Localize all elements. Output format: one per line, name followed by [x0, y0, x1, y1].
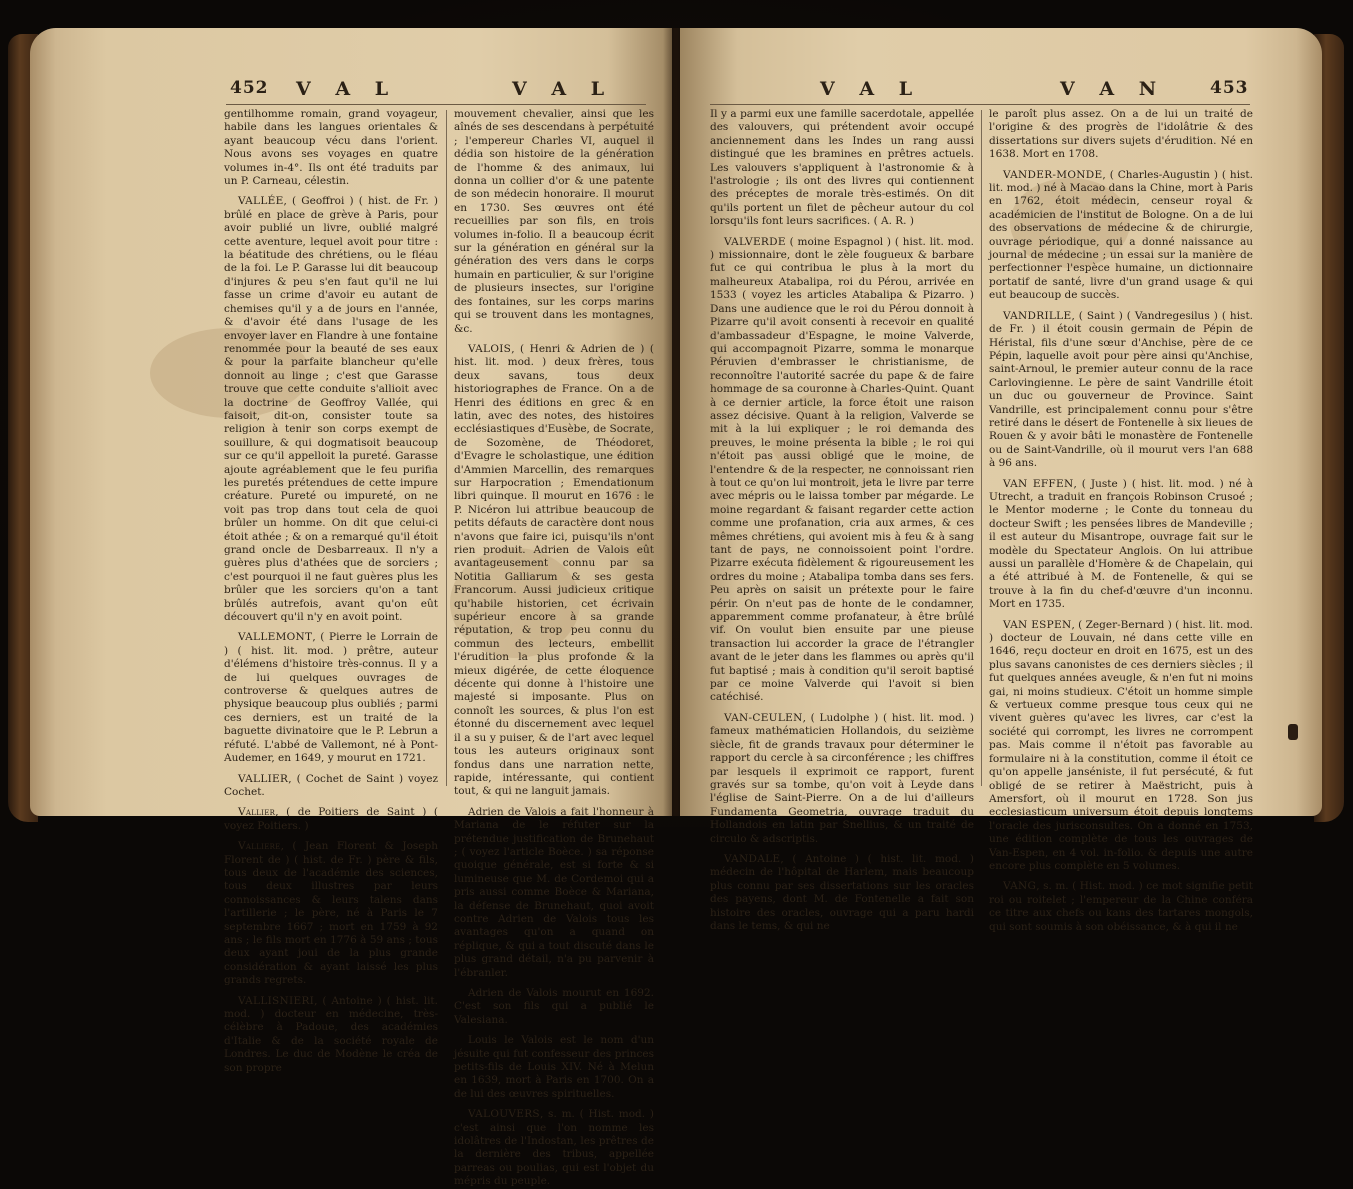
entry-headword: VALVERDE	[724, 235, 786, 248]
text-column-left	[710, 108, 974, 932]
dictionary-entry	[454, 806, 654, 980]
entry-headword: Vallier	[238, 806, 276, 819]
entry-headword: VALOUVERS	[468, 1108, 540, 1121]
header-rule	[710, 104, 1250, 105]
entry-text: , ( Saint ) ( Vandregesilus ) ( hist. de Fr. ) il étoit cousin germain de Pépin de Héristal, fils d'une sœur d'Anchise, père de ce Pépin, laquelle avoit pour père ainsi qu'Anchise, saint-Arnoul, le premier auteur connu de la race Carlovingienne. Le père de saint Vandrille étoit un duc ou gouverneur de Province. Saint Vandrille, est principalement connu pour s'être retiré dans le désert de Fontenelle à six lieues de Rouen & y avoir bâti le monastère de Fontenelle ou de Saint-Vandrille, où il mourut vers l'an 688 à 96 ans.	[989, 309, 1253, 470]
dictionary-entry	[710, 236, 974, 705]
running-head: V A L	[820, 78, 922, 100]
running-head: V A L	[296, 78, 398, 100]
header-rule	[226, 104, 646, 105]
dictionary-entry	[454, 343, 654, 799]
dictionary-entry	[224, 995, 438, 1075]
left-page-header	[30, 78, 672, 106]
entry-text: , s. m. ( Hist. mod. ) c'est ainsi que l'on nomme les idolâtres de l'Indostan, les prêtres de la dernière des tribus, appellée parreas ou poulias, qui est l'objet du mépris du peuple.	[454, 1108, 654, 1188]
running-head: V A N	[1060, 78, 1166, 100]
entry-text: , ( de Poitiers de Saint ) ( voyez Poitiers. )	[224, 806, 438, 832]
entry-text: le paroît plus assez. On a de lui un traité de l'origine & des progrès de l'idolâtrie & des dissertations sur divers sujets d'érudition. Né en 1638. Mort en 1708.	[989, 108, 1253, 161]
entry-headword: VALLEMONT	[238, 631, 313, 644]
dictionary-entry	[454, 108, 654, 336]
dictionary-entry	[710, 712, 974, 846]
thumb-index-tab	[1288, 724, 1298, 740]
dictionary-entry	[224, 631, 438, 765]
column-divider	[981, 110, 982, 786]
text-column-right	[454, 108, 654, 1188]
entry-headword: VALOIS	[468, 342, 512, 355]
right-page-header	[680, 78, 1322, 106]
entry-headword: VAN ESPEN	[1003, 618, 1072, 631]
dictionary-entry	[454, 987, 654, 1027]
dictionary-entry	[710, 853, 974, 933]
dictionary-entry	[989, 169, 1253, 303]
entry-text: , ( Henri & Adrien de ) ( hist. lit. mod. ) deux frères, tous deux savans, tous deux historiographes de France. On a de Henri des éditions en grec & en latin, avec des notes, des histoires ecclésiastiques d'Eusèbe, de Socrate, de Sozomène, de Théodoret, d'Evagre le scholastique, une édition d'Ammien Marcellin, des remarques sur Harpocration ; Emendationum libri quinque. Il mourut en 1676 : le P. Nicéron lui attribue beaucoup de petits défauts de caractère dont nous n'avons que faire ici, puisqu'ils n'ont rien produit. Adrien de Valois eût avantageusement connu par sa Notitia Galliarum & ses gesta Francorum. Aussi judicieux critique qu'habile historien, cet écrivain supérieur encore à sa grande réputation, & trop peu connu du commun des lecteurs, embellit l'érudition la plus profonde & la mieux digérée, de cette éloquence décente qui donne à l'histoire une majesté si imposante. Plus on connoît les sources, & plus l'on est étonné du discernement avec lequel il a su y puiser, & de l'art avec lequel tous les auteurs originaux sont fondus dans une narration nette, rapide, intéressante, qui contient tout, & qui ne languit jamais.	[454, 342, 654, 798]
dictionary-entry	[454, 1108, 654, 1188]
entry-headword: VANG	[1003, 880, 1037, 893]
entry-text: , ( Cochet de Saint ) voyez Cochet.	[224, 772, 438, 798]
entry-text: Adrien de Valois mourut en 1692. C'est son fils qui a publié le Valesiana.	[454, 987, 654, 1026]
entry-text: , s. m. ( Hist. mod. ) ce mot signifie petit roi ou roitelet ; l'empereur de la Chine conféra ce titre aux chefs ou kans des tartares mongols, qui sont soumis à son obéissance, & à qui il ne	[989, 880, 1253, 933]
right-page	[680, 28, 1322, 933]
entry-headword: VALLÉE	[238, 195, 284, 208]
dictionary-entry	[224, 195, 438, 624]
entry-text: mouvement chevalier, ainsi que les aînés de ses descendans à perpétuité ; l'empereur Charles VI, auquel il dédia son histoire de la génération de l'homme & des animaux, lui donna un collier d'or & une patente de son médecin honoraire. Il mourut en 1730. Ses œuvres ont été recueillies par son fils, en trois volumes in-folio. Il a beaucoup écrit sur la génération en général sur la génération des vers dans le corps humain en particulier, & sur l'origine de plusieurs insectes, sur l'origine des fontaines, sur les corps marins qui se trouvent dans les montagnes, &c.	[454, 108, 654, 335]
page-number: 452	[230, 78, 269, 98]
entry-text: ( moine Espagnol ) ( hist. lit. mod. ) missionnaire, dont le zèle fougueux & barbare fut ce qui contribua le plus à la mort du malheureux Atabalipa, roi du Pérou, arrivée en 1533 ( voyez les articles Atabalipa & Pizarro. ) Dans une audience que le roi du Pérou donnoit à Pizarre qu'il avoit consenti à recevoir en qualité d'ambassadeur d'Espagne, le moine Valverde, qui accompagnoit Pizarre, somma le monarque Péruvien d'embrasser le christianisme, de reconnoître l'autorité sacrée du pape & de faire hommage de sa couronne à Charles-Quint. Quant à ce dernier article, la force étoit une raison assez décisive. Quant à la religion, Valverde se mit à la lui expliquer ; le roi demanda des preuves, le moine présenta la bible ; le roi qui n'étoit pas aussi obligé que le moine, de l'entendre & de la respecter, ne connoissant rien à tout ce qu'on lui montroit, jeta le livre par terre avec mépris ou le laissa tomber par mégarde. Le moine regardant & faisant regarder cette action comme une profanation, cria aux armes, & ces mêmes chrétiens, qui avoient mis à feu & à sang tant de pays, ne connoissoient point l'ordre. Pizarre exécuta fidèlement & rigoureusement les ordres du moine ; Atabalipa tomba dans ses fers. Peu après on saisit un prétexte pour le faire périr. On n'eut pas de honte de le condamner, apparemment comme profanateur, à être brûlé vif. On voulut bien ensuite par une pieuse transaction lui accorder la grace de l'étrangler avant de le jeter dans les flammes ou après qu'il fut baptisé ; mais à condition qu'il seroit baptisé par ce moine Valverde qui l'avoit si bien catéchisé.	[710, 235, 974, 704]
left-page	[30, 28, 672, 1188]
dictionary-entry	[224, 773, 438, 800]
entry-text: gentilhomme romain, grand voyageur, habile dans les langues orientales & ayant beaucoup vécu dans l'orient. Nous avons ses voyages en quatre volumes in-4°. Ils ont été traduits par un P. Carneau, célestin.	[224, 108, 438, 188]
dictionary-entry	[989, 619, 1253, 874]
entry-headword: VANDALE	[724, 852, 781, 865]
entry-headword: VAN EFFEN	[1003, 477, 1074, 490]
entry-text: , ( Pierre le Lorrain de ) ( hist. lit. mod. ) prêtre, auteur d'élémens d'histoire très-connus. Il y a de lui quelques ouvrages de controverse & quelques autres de physique beaucoup plus oubliés ; parmi ces derniers, est un traité de la baguette divinatoire que le P. Lebrun a réfuté. L'abbé de Vallemont, né à Pont-Audemer, en 1649, y mourut en 1721.	[224, 631, 438, 765]
entry-text: , ( Zeger-Bernard ) ( hist. lit. mod. ) docteur de Louvain, né dans cette ville en 1646, reçu docteur en droit en 1675, est un des plus savans canonistes de ces derniers siècles ; il fut quelques années aveugle, & n'en fut ni moins gai, ni moins studieux. C'étoit un homme simple & vertueux comme presque tous ceux qui ne vivent guères qu'avec les livres, car c'est la société qui corrompt, les livres ne corrompent pas. Mais comme il n'étoit pas favorable au formulaire ni à la constitution, comme il étoit ce qu'on appelle janséniste, il fut persécuté, & fut obligé de se retirer à Maëstricht, puis à Amersfort, où il mourut en 1728. Son jus ecclesiasticum universum étoit depuis longtems l'oracle des jurisconsultes. On a donné en 1753, une édition complète de tous les ouvrages de Van-Espen, en 4 vol. in-folio. & depuis une autre encore plus complète en 5 volumes.	[989, 618, 1253, 872]
dictionary-entry	[224, 108, 438, 188]
text-column-right	[989, 108, 1253, 933]
entry-headword: Valliere	[238, 840, 281, 853]
entry-text: , ( Juste ) ( hist. lit. mod. ) né à Utrecht, a traduit en françois Robinson Crusoé ; le Mentor moderne ; le Conte du tonneau du docteur Swift ; les pensées libres de Mandeville ; il est auteur du Misantrope, ouvrage fait sur le modèle du Spectateur Anglois. On lui attribue aussi un parallèle d'Homère & de Chapelain, qui a été attribué à M. de Fontenelle, & qui se trouve à la fin du chef-d'œuvre d'un inconnu. Mort en 1735.	[989, 477, 1253, 611]
entry-text: Louis le Valois est le nom d'un jésuite qui fut confesseur des princes petits-fils de Louis XIV. Né à Melun en 1639, mort à Paris en 1700. On a de lui des œuvres spirituelles.	[454, 1034, 654, 1100]
open-book	[8, 10, 1344, 1188]
entry-text: , ( Antoine ) ( hist. lit. mod. ) médecin de l'hôpital de Harlem, mais beaucoup plus connu par ses dissertations sur les oracles des payens, dont M. de Fontenelle a fait son histoire des oracles, ouvrage qui a paru hardi dans le tems, & qui ne	[710, 852, 974, 932]
entry-text: , ( Charles-Augustin ) ( hist. lit. mod. ) né à Macao dans la Chine, mort à Paris en 1762, étoit médecin, censeur royal & académicien de l'institut de Bologne. On a de lui des observations de médecine & de chirurgie, ouvrage périodique, qui a donné naissance au journal de médecine ; un essai sur la manière de perfectionner l'espèce humaine, un dictionnaire portatif de santé, livre d'un grand usage & qui eut beaucoup de succès.	[989, 168, 1253, 302]
text-column-left	[224, 108, 438, 1074]
dictionary-entry	[989, 880, 1253, 934]
dictionary-entry	[710, 108, 974, 229]
dictionary-entry	[989, 108, 1253, 162]
entry-headword: VANDRILLE	[1003, 309, 1072, 322]
running-head: V A L	[512, 78, 614, 100]
dictionary-entry	[454, 1034, 654, 1101]
entry-text: , ( Antoine ) ( hist. lit. mod. ) docteur en médecine, très-célèbre à Padoue, des académies d'Italie & de la société royale de Londres. Le duc de Modène le créa de son propre	[224, 994, 438, 1074]
entry-headword: VALLISNIERI	[238, 994, 315, 1007]
dictionary-entry	[224, 840, 438, 987]
entry-headword: VALLIER	[238, 772, 289, 785]
dictionary-entry	[989, 478, 1253, 612]
entry-text: , ( Ludolphe ) ( hist. lit. mod. ) fameux mathématicien Hollandois, du seizième siècle, fit de grands travaux pour déterminer le rapport du cercle à sa circonférence ; les chiffres par lesquels il exprimoit ce rapport, furent gravés sur sa tombe, qu'on voit à Leyde dans l'église de Saint-Pierre. On a de lui d'ailleurs Fundamenta Geometria, ouvrage traduit du Hollandois en latin par Snellius, & un traité de circulo & adscriptis.	[710, 711, 974, 845]
entry-text: Il y a parmi eux une famille sacerdotale, appellée des valouvers, qui prétendent avoir occupé anciennement dans les Indes un rang aussi distingué que les bramines en prêtres actuels. Les valouvers s'appliquent à l'astronomie & à l'astrologie ; ils ont des livres qui contiennent des préceptes de morale très-estimés. On dit qu'ils portent un filet de pêcheur autour du col lorsqu'ils font leurs sacrifices. ( A. R. )	[710, 108, 974, 228]
entry-text: Adrien de Valois a fait l'honneur à Mariana de le réfuter sur la prétendue justification de Brunehaut ; ( voyez l'article Boèce. ) sa réponse quoique générale, est si forte & si lumineuse que M. de Cordemoi qui a pris aussi comme Boèce & Mariana, la défense de Brunehaut, quoi avoit contre Adrien de Valois tous les avantages qu'on a quand on réplique, & qui a tout discuté dans le plus grand détail, n'a pu parvenir à l'ébranler.	[454, 805, 654, 979]
entry-headword: VAN-CEULEN	[724, 711, 803, 724]
entry-headword: VANDER-MONDE	[1003, 168, 1103, 181]
entry-text: , ( Geoffroi ) ( hist. de Fr. ) brûlé en place de grève à Paris, pour avoir publié un livre, oublié malgré cette aventure, lequel avoit pour titre : la béatitude des chrétiens, ou le fléau de la foi. Le P. Garasse lui dit beaucoup d'injures & peu s'en faut qu'il ne lui fasse un crime d'avoir eu autant de chemises qu'il y a de jours en l'année, & d'avoir été dans l'usage de les envoyer laver en Flandre à une fontaine renommée pour la beauté de ses eaux & pour la parfaite blancheur qu'elle donnoit au linge ; c'est que Garasse trouve que cette conduite s'allioit avec la doctrine de Geoffroy Vallée, qui faisoit, dit-on, consister toute sa religion à tenir son corps exempt de souillure, & qui dogmatisoit beaucoup sur ce qu'il appelloit la pureté. Garasse ajoute agréablement que le feu purifia les puretés prétendues de cette impure créature. Pureté ou impureté, on ne voit pas trop dans tout cela de quoi brûler un homme. On dit que celui-ci étoit athée ; & on a remarqué qu'il étoit grand oncle de Desbarreaux. Il n'y a guères plus d'athées que de sorciers ; c'est pourquoi il ne faut guères plus les brûler que les sorciers qu'on a tant brûlés autrefois, avant qu'on eût découvert qu'il n'y en avoit point.	[224, 195, 438, 624]
dictionary-entry	[989, 310, 1253, 471]
page-number: 453	[1210, 78, 1249, 98]
dictionary-entry	[224, 806, 438, 833]
column-divider	[446, 110, 447, 786]
entry-text: , ( Jean Florent & Joseph Florent de ) ( hist. de Fr. ) père & fils, tous deux de l'académie des sciences, tous deux illustres par leurs connoissances & leurs talens dans l'artillerie ; le père, né à Paris le 7 septembre 1667 ; mort en 1759 à 92 ans ; le fils mort en 1776 à 59 ans ; tous deux ayant joui de la plus grande considération & ayant laissé les plus grands regrets.	[224, 840, 438, 987]
